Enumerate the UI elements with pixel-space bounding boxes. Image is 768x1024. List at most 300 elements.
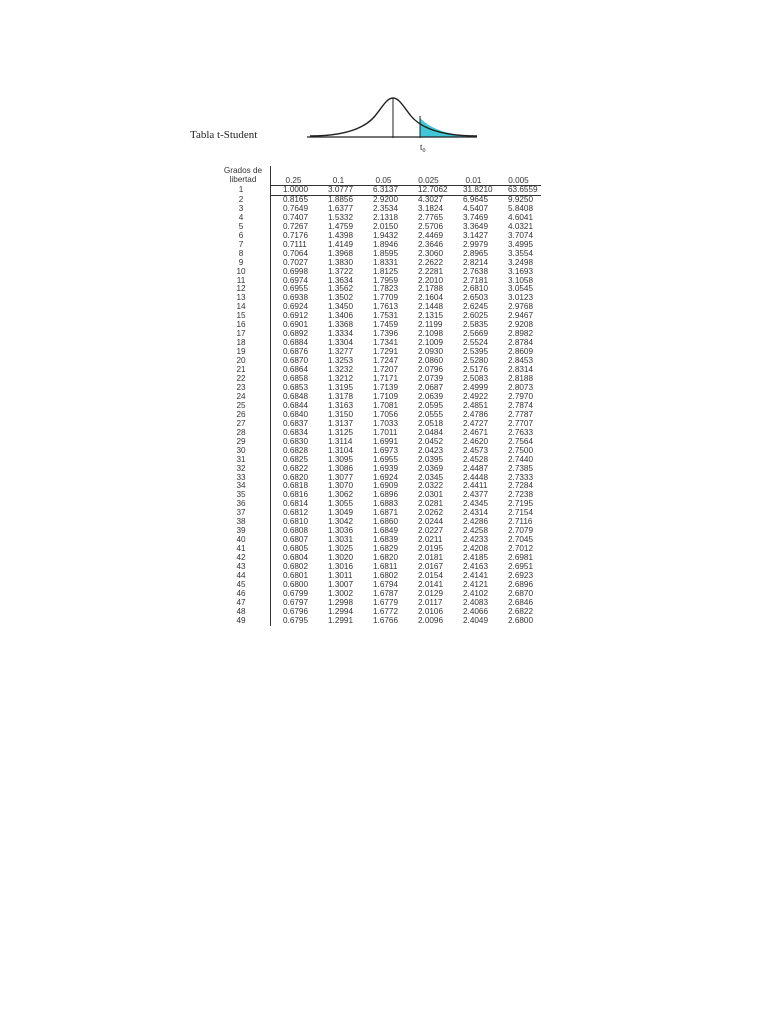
- value-cell: 2.0423: [418, 445, 444, 455]
- value-cell: 2.8609: [508, 347, 534, 357]
- df-cell: 24: [216, 393, 271, 402]
- value-cell: 2.0281: [418, 499, 444, 509]
- value-cell: 2.6245: [463, 302, 489, 312]
- value-cell: 2.0167: [418, 562, 444, 572]
- value-cell: 3.7074: [508, 230, 534, 240]
- value-cell: 1.3450: [328, 302, 354, 312]
- value-cell: 1.3722: [328, 266, 354, 276]
- df-cell: 42: [216, 554, 271, 563]
- value-cell: 1.2991: [328, 615, 354, 625]
- value-cell: 2.8784: [508, 338, 534, 348]
- value-cell: 2.0452: [418, 436, 444, 446]
- value-cell: 1.3114: [328, 436, 353, 446]
- value-cell: 2.1604: [418, 293, 444, 303]
- value-cell: 4.0321: [508, 221, 534, 231]
- value-cell: 2.7154: [508, 508, 534, 518]
- value-cell: 2.6503: [463, 293, 489, 303]
- value-cell: 2.7116: [508, 517, 533, 527]
- value-cell: 12.7062: [406, 186, 451, 196]
- value-cell: 2.4727: [463, 418, 489, 428]
- df-cell: 14: [216, 303, 271, 312]
- value-cell: 2.1318: [373, 212, 399, 222]
- value-cell: 2.4999: [463, 382, 489, 392]
- df-cell: 45: [216, 581, 271, 590]
- value-cell: 2.7045: [508, 535, 534, 545]
- value-cell: 2.7195: [508, 499, 534, 509]
- df-cell: 19: [216, 348, 271, 357]
- value-cell: 2.0181: [418, 553, 444, 563]
- value-cell: 1.7011: [373, 427, 398, 437]
- value-cell: 2.4102: [463, 588, 489, 598]
- value-cell: 1.3277: [328, 347, 354, 357]
- value-cell: 2.8965: [463, 248, 489, 258]
- value-cell: 1.3368: [328, 320, 354, 330]
- df-cell: 36: [216, 500, 271, 509]
- df-cell: 30: [216, 447, 271, 456]
- value-cell: 1.7531: [373, 311, 399, 321]
- value-cell: 0.6912: [283, 311, 309, 321]
- value-cell: 1.6779: [373, 597, 399, 607]
- value-cell: 3.0545: [508, 284, 534, 294]
- value-cell: 0.6837: [283, 418, 309, 428]
- df-cell: 37: [216, 509, 271, 518]
- value-cell: 2.0395: [418, 454, 444, 464]
- value-cell: 2.4258: [463, 526, 489, 536]
- value-cell: 1.6883: [373, 499, 399, 509]
- value-cell: 1.7959: [373, 275, 399, 285]
- value-cell: 2.6822: [508, 606, 534, 616]
- value-cell: 1.3095: [328, 454, 354, 464]
- df-cell: 41: [216, 545, 271, 554]
- df-cell: 17: [216, 330, 271, 339]
- value-cell: 0.6812: [283, 508, 309, 518]
- value-cell: 2.4573: [463, 445, 489, 455]
- header-alpha-0.25: 0.25: [271, 175, 316, 186]
- value-cell: 2.5835: [463, 320, 489, 330]
- value-cell: 5.8408: [508, 203, 534, 213]
- df-cell: 47: [216, 599, 271, 608]
- df-cell: 44: [216, 572, 271, 581]
- value-cell: 2.4121: [463, 579, 489, 589]
- value-cell: 0.6853: [283, 382, 309, 392]
- value-cell: 2.0211: [418, 535, 443, 545]
- value-cell: 3.0777: [316, 186, 361, 196]
- df-cell: 3: [216, 205, 271, 214]
- value-cell: 2.8982: [508, 329, 534, 339]
- df-cell: 8: [216, 250, 271, 259]
- value-cell: 0.6804: [283, 553, 309, 563]
- value-cell: 2.0195: [418, 544, 444, 554]
- value-cell: 2.0244: [418, 517, 444, 527]
- df-cell: 32: [216, 465, 271, 474]
- value-cell: 1.3634: [328, 275, 354, 285]
- value-cell: 0.6810: [283, 517, 309, 527]
- value-cell: 0.8165: [283, 194, 309, 204]
- value-cell: 2.6025: [463, 311, 489, 321]
- value-cell: 1.3020: [328, 553, 354, 563]
- value-cell: 2.8214: [463, 257, 489, 267]
- value-cell: 0.7267: [283, 221, 309, 231]
- value-cell: 63.6559: [496, 186, 541, 196]
- value-cell: 1.4759: [328, 221, 354, 231]
- value-cell: 2.7874: [508, 400, 534, 410]
- value-cell: 1.3007: [328, 579, 354, 589]
- value-cell: 0.6828: [283, 445, 309, 455]
- value-cell: 1.6377: [328, 203, 354, 213]
- value-cell: 1.6766: [373, 615, 399, 625]
- value-cell: 1.7033: [373, 418, 399, 428]
- df-cell: 12: [216, 285, 271, 294]
- value-cell: 2.7500: [508, 445, 534, 455]
- value-cell: 0.6848: [283, 391, 309, 401]
- df-cell: 7: [216, 241, 271, 250]
- header-alpha-0.05: 0.05: [361, 175, 406, 186]
- value-cell: 0.6884: [283, 338, 309, 348]
- value-cell: 1.3049: [328, 508, 354, 518]
- value-cell: 2.2010: [418, 275, 444, 285]
- value-cell: 1.8125: [373, 266, 399, 276]
- value-cell: 2.1098: [418, 329, 444, 339]
- value-cell: 4.5407: [463, 203, 489, 213]
- df-cell: 9: [216, 259, 271, 268]
- value-cell: 2.7765: [418, 212, 444, 222]
- df-cell: 27: [216, 420, 271, 429]
- value-cell: 1.3406: [328, 311, 354, 321]
- value-cell: 0.7111: [283, 239, 307, 249]
- value-cell: 2.5706: [418, 221, 444, 231]
- value-cell: 3.3649: [463, 221, 489, 231]
- value-cell: 3.7469: [463, 212, 489, 222]
- value-cell: 2.0687: [418, 382, 444, 392]
- value-cell: 0.6840: [283, 409, 309, 419]
- value-cell: 0.6834: [283, 427, 309, 437]
- value-cell: 1.6871: [373, 508, 399, 518]
- value-cell: 0.7407: [283, 212, 309, 222]
- value-cell: 2.9979: [463, 239, 489, 249]
- df-cell: 34: [216, 482, 271, 491]
- value-cell: 0.6808: [283, 526, 309, 536]
- value-cell: 0.6816: [283, 490, 309, 500]
- value-cell: 2.9768: [508, 302, 534, 312]
- value-cell: 1.7396: [373, 329, 399, 339]
- value-cell: 2.8453: [508, 356, 534, 366]
- value-cell: 2.0227: [418, 526, 444, 536]
- df-cell: 46: [216, 590, 271, 599]
- value-cell: 1.3334: [328, 329, 354, 339]
- value-cell: 1.3562: [328, 284, 354, 294]
- value-cell: 2.0518: [418, 418, 444, 428]
- value-cell: 0.6820: [283, 472, 309, 482]
- value-cell: 1.6955: [373, 454, 399, 464]
- value-cell: 2.4049: [463, 615, 489, 625]
- value-cell: 1.3062: [328, 490, 354, 500]
- df-cell: 31: [216, 456, 271, 465]
- value-cell: 2.4083: [463, 597, 489, 607]
- value-cell: 1.8331: [373, 257, 399, 267]
- value-cell: 2.4671: [463, 427, 489, 437]
- value-cell: 1.3070: [328, 481, 354, 491]
- value-cell: 1.8946: [373, 239, 399, 249]
- value-cell: 1.3011: [328, 570, 353, 580]
- value-cell: 2.9467: [508, 311, 534, 321]
- value-cell: 1.7171: [373, 374, 399, 384]
- value-cell: 2.0096: [418, 615, 444, 625]
- df-cell: 20: [216, 357, 271, 366]
- value-cell: 2.7079: [508, 526, 534, 536]
- value-cell: 2.4208: [463, 544, 489, 554]
- df-cell: 13: [216, 294, 271, 303]
- value-cell: 1.6794: [373, 579, 399, 589]
- value-cell: 2.1315: [418, 311, 444, 321]
- value-cell: 0.6814: [283, 499, 309, 509]
- value-cell: 1.6973: [373, 445, 399, 455]
- value-cell: 2.7707: [508, 418, 534, 428]
- value-cell: 1.7291: [373, 347, 399, 357]
- value-cell: 1.3055: [328, 499, 354, 509]
- value-cell: 2.3646: [418, 239, 444, 249]
- value-cell: 1.3086: [328, 463, 354, 473]
- value-cell: 1.7139: [373, 382, 399, 392]
- value-cell: 3.1824: [418, 203, 444, 213]
- value-cell: 1.6896: [373, 490, 399, 500]
- value-cell: 2.7440: [508, 454, 534, 464]
- value-cell: 2.0117: [418, 597, 443, 607]
- value-cell: 2.0860: [418, 356, 444, 366]
- df-cell: 49: [216, 617, 271, 626]
- value-cell: 3.0123: [508, 293, 534, 303]
- value-cell: 0.6797: [283, 597, 309, 607]
- value-cell: 2.4528: [463, 454, 489, 464]
- header-alpha-0.025: 0.025: [406, 175, 451, 186]
- value-cell: 2.4786: [463, 409, 489, 419]
- value-cell: 2.6951: [508, 562, 534, 572]
- value-cell: 2.0345: [418, 472, 444, 482]
- value-cell: 2.7181: [463, 275, 489, 285]
- value-cell: 2.0639: [418, 391, 444, 401]
- value-cell: 1.3104: [328, 445, 354, 455]
- value-cell: 3.1693: [508, 266, 534, 276]
- value-cell: 1.8595: [373, 248, 399, 258]
- value-cell: 1.3178: [328, 391, 354, 401]
- value-cell: 0.6955: [283, 284, 309, 294]
- value-cell: 2.1448: [418, 302, 444, 312]
- value-cell: 0.6799: [283, 588, 309, 598]
- value-cell: 4.3027: [418, 194, 444, 204]
- value-cell: 1.3025: [328, 544, 354, 554]
- value-cell: 1.8856: [328, 194, 354, 204]
- value-cell: 2.0930: [418, 347, 444, 357]
- value-cell: 1.3002: [328, 588, 354, 598]
- value-cell: 0.6876: [283, 347, 309, 357]
- value-cell: 1.3150: [328, 409, 354, 419]
- value-cell: 1.7709: [373, 293, 399, 303]
- value-cell: 0.6830: [283, 436, 309, 446]
- value-cell: 0.6870: [283, 356, 309, 366]
- df-cell: 26: [216, 411, 271, 420]
- value-cell: 2.2622: [418, 257, 444, 267]
- value-cell: 0.6802: [283, 562, 309, 572]
- value-cell: 1.2998: [328, 597, 354, 607]
- value-cell: 2.4314: [463, 508, 489, 518]
- value-cell: 1.7081: [373, 400, 399, 410]
- value-cell: 1.3304: [328, 338, 354, 348]
- value-cell: 2.5176: [463, 365, 489, 375]
- value-cell: 0.6796: [283, 606, 309, 616]
- df-cell: 4: [216, 214, 271, 223]
- value-cell: 2.4922: [463, 391, 489, 401]
- value-cell: 2.7970: [508, 391, 534, 401]
- value-cell: 1.5332: [328, 212, 354, 222]
- value-cell: 2.4286: [463, 517, 489, 527]
- value-cell: 1.3036: [328, 526, 354, 536]
- value-cell: 0.6800: [283, 579, 309, 589]
- value-cell: 2.4411: [463, 481, 488, 491]
- value-cell: 1.6991: [373, 436, 399, 446]
- value-cell: 2.7633: [508, 427, 534, 437]
- value-cell: 2.8314: [508, 365, 534, 375]
- value-cell: 2.6846: [508, 597, 534, 607]
- value-cell: 2.6981: [508, 553, 534, 563]
- value-cell: 0.6822: [283, 463, 309, 473]
- df-cell: 29: [216, 438, 271, 447]
- value-cell: 2.3534: [373, 203, 399, 213]
- value-cell: 1.3031: [328, 535, 354, 545]
- value-cell: 1.7613: [373, 302, 399, 312]
- value-cell: 2.0555: [418, 409, 444, 419]
- value-cell: 1.6829: [373, 544, 399, 554]
- value-cell: 6.9645: [463, 194, 489, 204]
- df-cell: 48: [216, 608, 271, 617]
- value-cell: 1.7341: [373, 338, 399, 348]
- df-cell: 15: [216, 312, 271, 321]
- value-cell: 0.6818: [283, 481, 309, 491]
- value-cell: 3.4995: [508, 239, 534, 249]
- value-cell: 2.4066: [463, 606, 489, 616]
- value-cell: 0.6924: [283, 302, 309, 312]
- t0-label: $t_0$: [420, 142, 426, 154]
- value-cell: 2.5669: [463, 329, 489, 339]
- value-cell: 1.3077: [328, 472, 354, 482]
- value-cell: 2.0129: [418, 588, 444, 598]
- value-cell: 1.7207: [373, 365, 399, 375]
- value-cell: 0.6825: [283, 454, 309, 464]
- value-cell: 1.3212: [328, 374, 354, 384]
- value-cell: 1.6939: [373, 463, 399, 473]
- value-cell: 2.6896: [508, 579, 534, 589]
- value-cell: 1.3830: [328, 257, 354, 267]
- value-cell: 2.2281: [418, 266, 444, 276]
- value-cell: 1.7823: [373, 284, 399, 294]
- value-cell: 1.6787: [373, 588, 399, 598]
- value-cell: 0.6807: [283, 535, 309, 545]
- df-cell: 16: [216, 321, 271, 330]
- value-cell: 0.6805: [283, 544, 309, 554]
- value-cell: 1.6820: [373, 553, 399, 563]
- value-cell: 1.7109: [373, 391, 399, 401]
- df-cell: 2: [216, 196, 271, 205]
- value-cell: 2.4377: [463, 490, 489, 500]
- value-cell: 1.4398: [328, 230, 354, 240]
- value-cell: 2.8188: [508, 374, 534, 384]
- value-cell: 2.0484: [418, 427, 444, 437]
- value-cell: 6.3137: [361, 186, 406, 196]
- value-cell: 2.7564: [508, 436, 534, 446]
- header-degrees-of-freedom: Grados de libertad: [216, 166, 271, 186]
- value-cell: 2.1788: [418, 284, 444, 294]
- value-cell: 2.0301: [418, 490, 444, 500]
- value-cell: 2.9200: [373, 194, 399, 204]
- value-cell: 2.4851: [463, 400, 489, 410]
- value-cell: 1.9432: [373, 230, 399, 240]
- value-cell: 1.7056: [373, 409, 399, 419]
- value-cell: 2.5395: [463, 347, 489, 357]
- bell-curve-figure: [305, 90, 485, 160]
- value-cell: 2.6810: [463, 284, 489, 294]
- value-cell: 0.7027: [283, 257, 309, 267]
- value-cell: 2.5524: [463, 338, 489, 348]
- df-cell: 33: [216, 474, 271, 483]
- header-alpha-0.1: 0.1: [316, 175, 361, 186]
- value-cell: 2.4448: [463, 472, 489, 482]
- value-cell: 2.4185: [463, 553, 489, 563]
- value-cell: 3.1427: [463, 230, 489, 240]
- value-cell: 0.7649: [283, 203, 309, 213]
- df-cell: 43: [216, 563, 271, 572]
- value-cell: 1.3042: [328, 517, 354, 527]
- df-cell: 18: [216, 339, 271, 348]
- value-cell: 0.6901: [283, 320, 309, 330]
- page-title: Tabla t-Student: [190, 129, 258, 141]
- value-cell: 1.0000: [271, 186, 316, 196]
- df-cell: 22: [216, 375, 271, 384]
- value-cell: 1.6802: [373, 570, 399, 580]
- value-cell: 0.6858: [283, 374, 309, 384]
- value-cell: 1.3502: [328, 293, 354, 303]
- value-cell: 2.4233: [463, 535, 489, 545]
- value-cell: 2.4487: [463, 463, 489, 473]
- value-cell: 0.6892: [283, 329, 309, 339]
- value-cell: 2.0262: [418, 508, 444, 518]
- value-cell: 2.4163: [463, 562, 489, 572]
- df-cell: 1: [216, 186, 271, 196]
- value-cell: 2.6870: [508, 588, 534, 598]
- value-cell: 2.4469: [418, 230, 444, 240]
- value-cell: 31.8210: [451, 186, 496, 196]
- value-cell: 1.6860: [373, 517, 399, 527]
- value-cell: 1.7459: [373, 320, 399, 330]
- value-cell: 1.7247: [373, 356, 399, 366]
- value-cell: 0.6801: [283, 570, 309, 580]
- value-cell: 2.3060: [418, 248, 444, 258]
- value-cell: 2.6800: [508, 615, 534, 625]
- value-cell: 0.6844: [283, 400, 309, 410]
- value-cell: 1.3232: [328, 365, 354, 375]
- value-cell: 1.4149: [328, 239, 354, 249]
- header-alpha-0.005: 0.005: [496, 175, 541, 186]
- value-cell: 0.6938: [283, 293, 309, 303]
- value-cell: 2.7638: [463, 266, 489, 276]
- value-cell: 2.6923: [508, 570, 534, 580]
- value-cell: 2.0106: [418, 606, 444, 616]
- value-cell: 2.1199: [418, 320, 443, 330]
- value-cell: 2.0739: [418, 374, 444, 384]
- value-cell: 2.4345: [463, 499, 489, 509]
- value-cell: 1.6924: [373, 472, 399, 482]
- value-cell: 2.0322: [418, 481, 444, 491]
- value-cell: 1.6909: [373, 481, 399, 491]
- value-cell: 0.6974: [283, 275, 309, 285]
- df-cell: 28: [216, 429, 271, 438]
